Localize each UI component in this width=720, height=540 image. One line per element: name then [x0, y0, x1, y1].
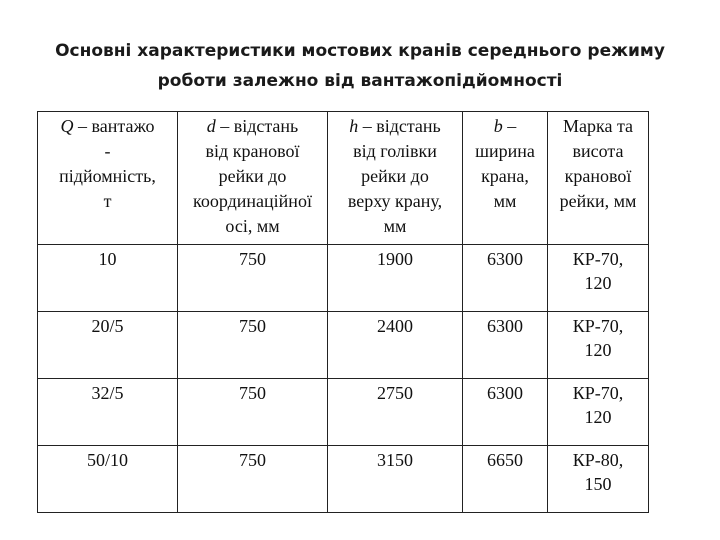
header-text: Марка та [562, 116, 634, 136]
rail-grade-text: КР-70, [572, 383, 624, 403]
table-row [38, 312, 649, 379]
header-lifting-capacity [38, 112, 178, 245]
cell-width-b: 6300 [463, 379, 548, 446]
slide-title [40, 36, 680, 96]
header-text: від голівки [353, 141, 437, 161]
header-text: ширина [475, 141, 535, 161]
header-text: – відстань [220, 116, 299, 136]
header-distance-d [178, 112, 328, 245]
rail-height-text: 120 [584, 340, 612, 360]
cell-distance-d: 750 [178, 245, 328, 312]
cell-distance-d: 750 [178, 312, 328, 379]
cell-width-b: 6650 [463, 446, 548, 513]
cell-distance-d: 750 [178, 446, 328, 513]
header-text: – відстань [362, 116, 441, 136]
title-line-2: роботи залежно від вантажопідйомності [157, 71, 563, 91]
header-text: висота [572, 141, 624, 161]
title-line-1: Основні характеристики мостових кранів середнього режиму [55, 41, 665, 61]
header-text: мм [493, 191, 517, 211]
header-symbol-b: b [493, 116, 503, 136]
header-text: верху крану, [347, 191, 443, 211]
header-text: крана, [481, 166, 529, 186]
header-text: кранової [564, 166, 632, 186]
header-text: – вантажо [78, 116, 155, 136]
header-text: підйомність, [59, 166, 156, 186]
header-width-b [463, 112, 548, 245]
cell-rail-grade [548, 312, 649, 379]
header-rail-grade [548, 112, 649, 245]
cell-width-b: 6300 [463, 312, 548, 379]
rail-grade-text: КР-70, [572, 249, 624, 269]
header-text: т [103, 191, 112, 211]
header-symbol-d: d [206, 116, 216, 136]
cell-rail-grade [548, 245, 649, 312]
rail-height-text: 120 [584, 273, 612, 293]
cell-capacity: 10 [38, 245, 178, 312]
table-header-row [38, 112, 649, 245]
table-row [38, 379, 649, 446]
cell-distance-h: 2750 [328, 379, 463, 446]
crane-spec-table [37, 111, 649, 513]
cell-distance-h: 1900 [328, 245, 463, 312]
header-text: осі, мм [225, 216, 280, 236]
cell-distance-h: 3150 [328, 446, 463, 513]
cell-capacity: 20/5 [38, 312, 178, 379]
rail-grade-text: КР-70, [572, 316, 624, 336]
header-text: координаційної [193, 191, 312, 211]
header-text: рейки до [218, 166, 287, 186]
cell-distance-h: 2400 [328, 312, 463, 379]
header-text: мм [383, 216, 407, 236]
header-text: - [104, 141, 111, 161]
header-symbol-h: h [349, 116, 359, 136]
header-text: рейки до [361, 166, 429, 186]
table-row [38, 245, 649, 312]
cell-capacity: 50/10 [38, 446, 178, 513]
header-text: від кранової [205, 141, 300, 161]
header-text: – [507, 116, 517, 136]
rail-height-text: 150 [584, 474, 612, 494]
table-row [38, 446, 649, 513]
rail-height-text: 120 [584, 407, 612, 427]
cell-capacity: 32/5 [38, 379, 178, 446]
cell-width-b: 6300 [463, 245, 548, 312]
rail-grade-text: КР-80, [572, 450, 624, 470]
header-symbol-q: Q [60, 116, 74, 136]
cell-rail-grade [548, 379, 649, 446]
header-distance-h [328, 112, 463, 245]
cell-distance-d: 750 [178, 379, 328, 446]
cell-rail-grade [548, 446, 649, 513]
header-text: рейки, мм [559, 191, 637, 211]
